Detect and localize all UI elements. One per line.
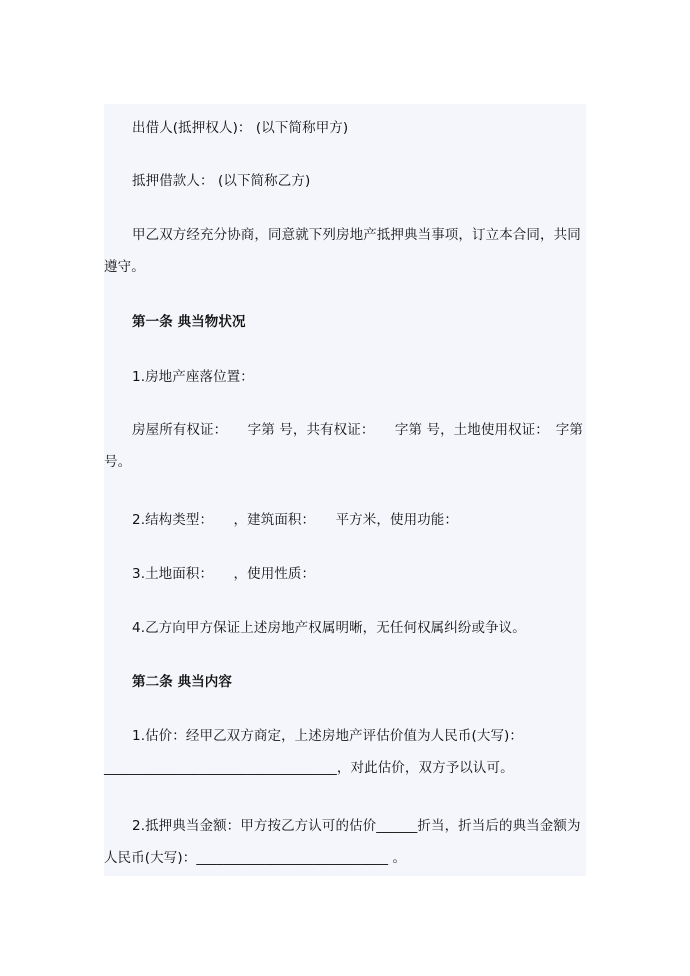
land-area-line: 3.土地面积： ，使用性质： — [132, 566, 316, 582]
lender-line: 出借人(抵押权人)： (以下简称甲方) — [132, 120, 349, 136]
structure-line: 2.结构类型： ，建筑面积： 平方米，使用功能： — [132, 512, 458, 528]
pawn-amount-line: 2.抵押典当金额：甲方按乙方认可的估价______折当，折当后的典当金额为人民币(大写)：____________________________ 。 — [104, 818, 581, 866]
property-location: 1.房地产座落位置： — [132, 369, 254, 385]
article-2-heading: 第二条 典当内容 — [132, 674, 232, 690]
agreement-intro: 甲乙双方经充分协商，同意就下列房地产抵押典当事项，订立本合同，共同遵守。 — [104, 227, 581, 275]
article-1-heading: 第一条 典当物状况 — [132, 314, 246, 330]
borrower-line: 抵押借款人： (以下简称乙方) — [132, 173, 311, 189]
valuation-line: 1.估价：经甲乙双方商定，上述房地产评估价值为人民币(大写)：__________________________________，对此估价，双方予以认可。 — [104, 728, 524, 776]
certificates-line: 房屋所有权证： 字第 号，共有权证： 字第 号，土地使用权证： 字第 号。 — [104, 422, 583, 470]
guarantee-line: 4.乙方向甲方保证上述房地产权属明晰，无任何权属纠纷或争议。 — [132, 620, 526, 636]
